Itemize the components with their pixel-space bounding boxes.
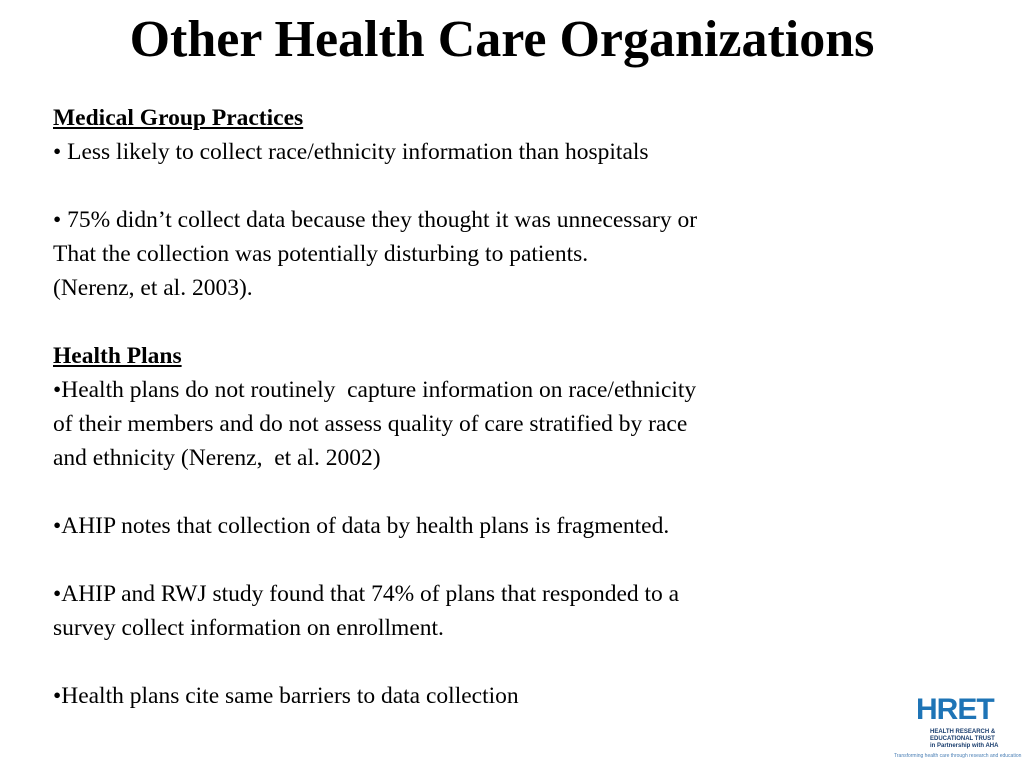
slide-body [53, 101, 953, 713]
medical-group-line: • Less likely to collect race/ethnicity information than hospitals [53, 139, 649, 165]
spacer [53, 543, 953, 577]
medical-group-line: That the collection was potentially disturbing to patients. [53, 241, 589, 267]
spacer [53, 169, 953, 203]
medical-group-line: (Nerenz, et al. 2003). [53, 275, 253, 301]
health-plans-heading: Health Plans [53, 343, 182, 369]
spacer [53, 475, 953, 509]
health-plans-line: of their members and do not assess quality of care stratified by race [53, 411, 688, 437]
medical-group-line: • 75% didn’t collect data because they thought it was unnecessary or [53, 207, 698, 233]
hret-tagline: Transforming health care through research and education [894, 753, 1022, 759]
spacer [53, 645, 953, 679]
hret-logo-mark: HRET [916, 693, 994, 726]
medical-group-heading: Medical Group Practices [53, 105, 304, 131]
health-plans-line: •Health plans cite same barriers to data collection [53, 683, 519, 709]
hret-logo-org-name: HEALTH RESEARCH & EDUCATIONAL TRUST [930, 729, 996, 742]
health-plans-line: survey collect information on enrollment. [53, 615, 444, 641]
health-plans-line: •Health plans do not routinely capture information on race/ethnicity [53, 377, 697, 403]
health-plans-line: and ethnicity (Nerenz, et al. 2002) [53, 445, 381, 471]
hret-logo-partner: in Partnership with AHA [930, 743, 999, 749]
health-plans-line: •AHIP and RWJ study found that 74% of plans that responded to a [53, 581, 680, 607]
slide-title: Other Health Care Organizations [129, 11, 875, 68]
spacer [53, 305, 953, 339]
health-plans-line: •AHIP notes that collection of data by health plans is fragmented. [53, 513, 670, 539]
hret-logo-subtitle [930, 729, 1016, 750]
